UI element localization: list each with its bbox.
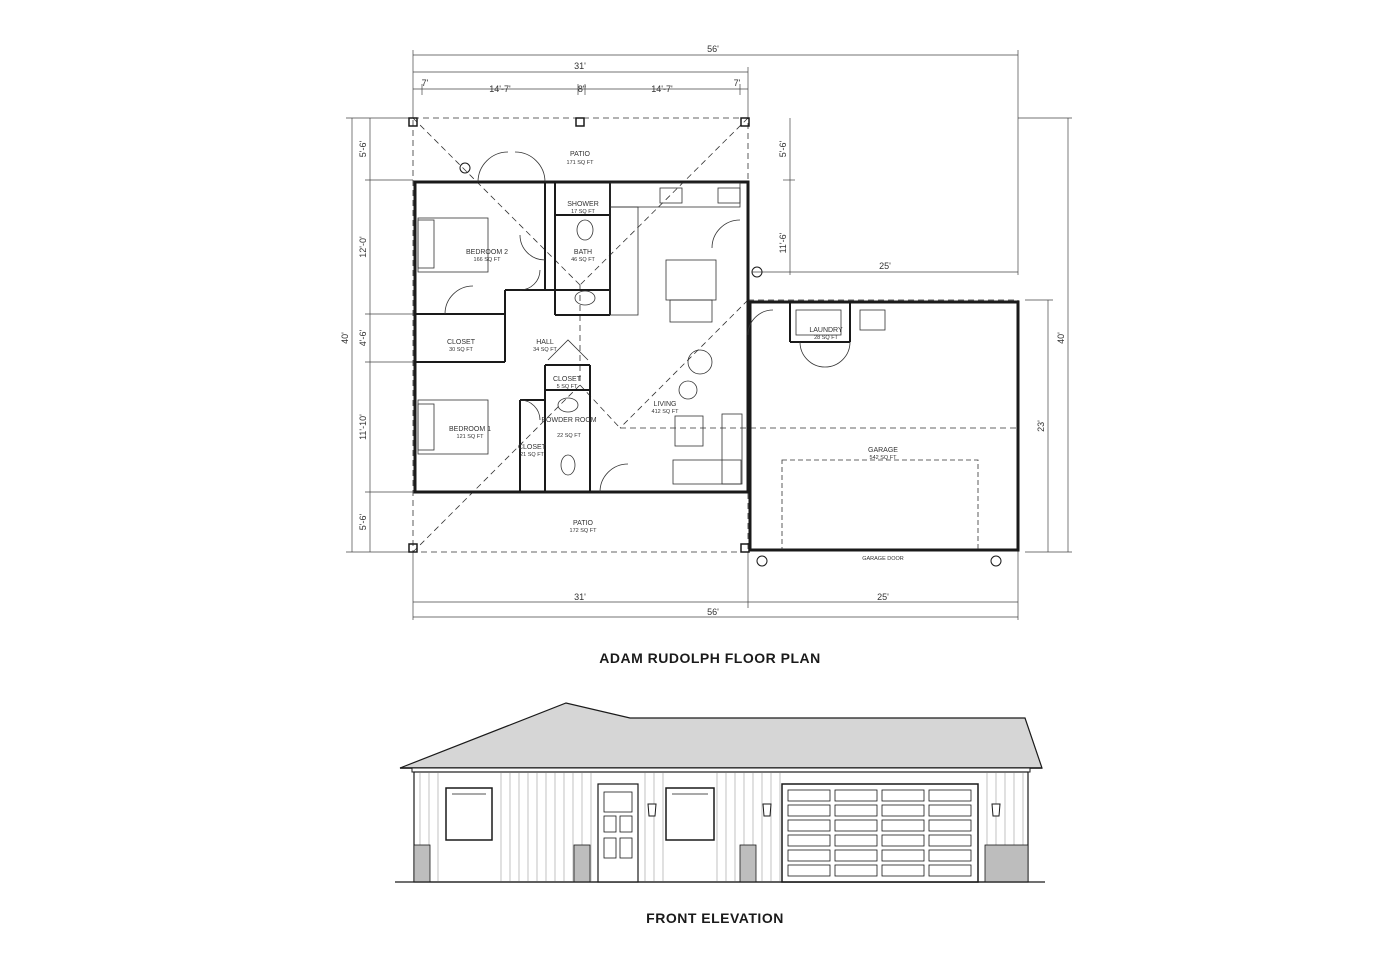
dim-bottom-overall: 56' [707,607,719,617]
elevation-title: FRONT ELEVATION [646,910,784,926]
elevation-front-door [598,784,638,882]
room-closet-small-area: 5 SQ FT [556,384,578,390]
garage-door-label: GARAGE DOOR [862,556,904,562]
room-shower-area: 17 SQ FT [571,209,595,215]
dim-top-right-span: 14'-7' [651,84,673,94]
room-laundry-area: 28 SQ FT [814,335,838,341]
dim-left-bed1: 11'-10' [358,414,368,440]
room-hall-area: 34 SQ FT [533,347,557,353]
room-powder-name: POWDER ROOM [541,417,597,424]
dim-right-garage-width: 25' [879,261,891,271]
room-hall-name: HALL [536,339,554,346]
dim-top-left-span: 14'-7' [489,84,511,94]
room-laundry-name: LAUNDRY [809,327,843,334]
room-closet-small-name: CLOSET [552,376,582,383]
dim-top-house: 31' [574,61,586,71]
room-bedroom1-name: BEDROOM 1 [448,426,492,433]
dim-top-right-post: 7' [733,78,741,88]
elevation-garage-door [782,784,978,882]
room-patio-front-area: 172 SQ FT [569,528,597,534]
room-shower-name: SHOWER [567,201,599,208]
room-bedroom1-area: 121 SQ FT [456,434,484,440]
room-powder-area: 22 SQ FT [557,433,581,439]
room-patio-front-name: PATIO [573,520,593,527]
dim-left-overall: 40' [340,332,350,344]
room-closet-upper-area: 30 SQ FT [449,347,473,353]
dim-right-top: 5'-6' [778,140,788,158]
dim-bottom-house: 31' [574,592,586,602]
room-living-name: LIVING [653,401,677,408]
room-bath-area: 46 SQ FT [571,257,595,263]
dim-right-kitchen: 11'-6' [778,232,788,254]
dim-bottom-garage: 25' [877,592,889,602]
room-closet-upper-name: CLOSET [446,339,476,346]
window-right [666,788,714,840]
dim-top-overall: 56' [707,44,719,54]
room-closet-lower-name: CLOSET [517,444,547,451]
room-patio-rear-area: 171 SQ FT [566,160,594,166]
dim-left-bed2: 12'-0' [358,236,368,258]
dim-right-garage-height: 23' [1036,420,1046,432]
room-closet-lower-area: 21 SQ FT [520,452,544,458]
dim-top-left-post: 7' [421,78,429,88]
room-bath-name: BATH [573,249,593,256]
room-bedroom2-name: BEDROOM 2 [465,249,509,256]
dim-top-mid: 8" [577,84,587,94]
dim-right-overall: 40' [1056,332,1066,344]
dim-left-closet: 4'-6' [358,329,368,347]
floor-plan-title: ADAM RUDOLPH FLOOR PLAN [599,650,821,666]
room-living-area: 412 SQ FT [651,409,679,415]
window-left [446,788,492,840]
dim-left-top: 5'-6' [358,140,368,158]
dim-left-bottom: 5'-6' [358,513,368,531]
room-patio-rear-name: PATIO [570,151,590,158]
room-bedroom2-area: 166 SQ FT [473,257,501,263]
room-garage-name: GARAGE [868,447,898,454]
room-garage-area: 542 SQ FT [869,455,897,461]
